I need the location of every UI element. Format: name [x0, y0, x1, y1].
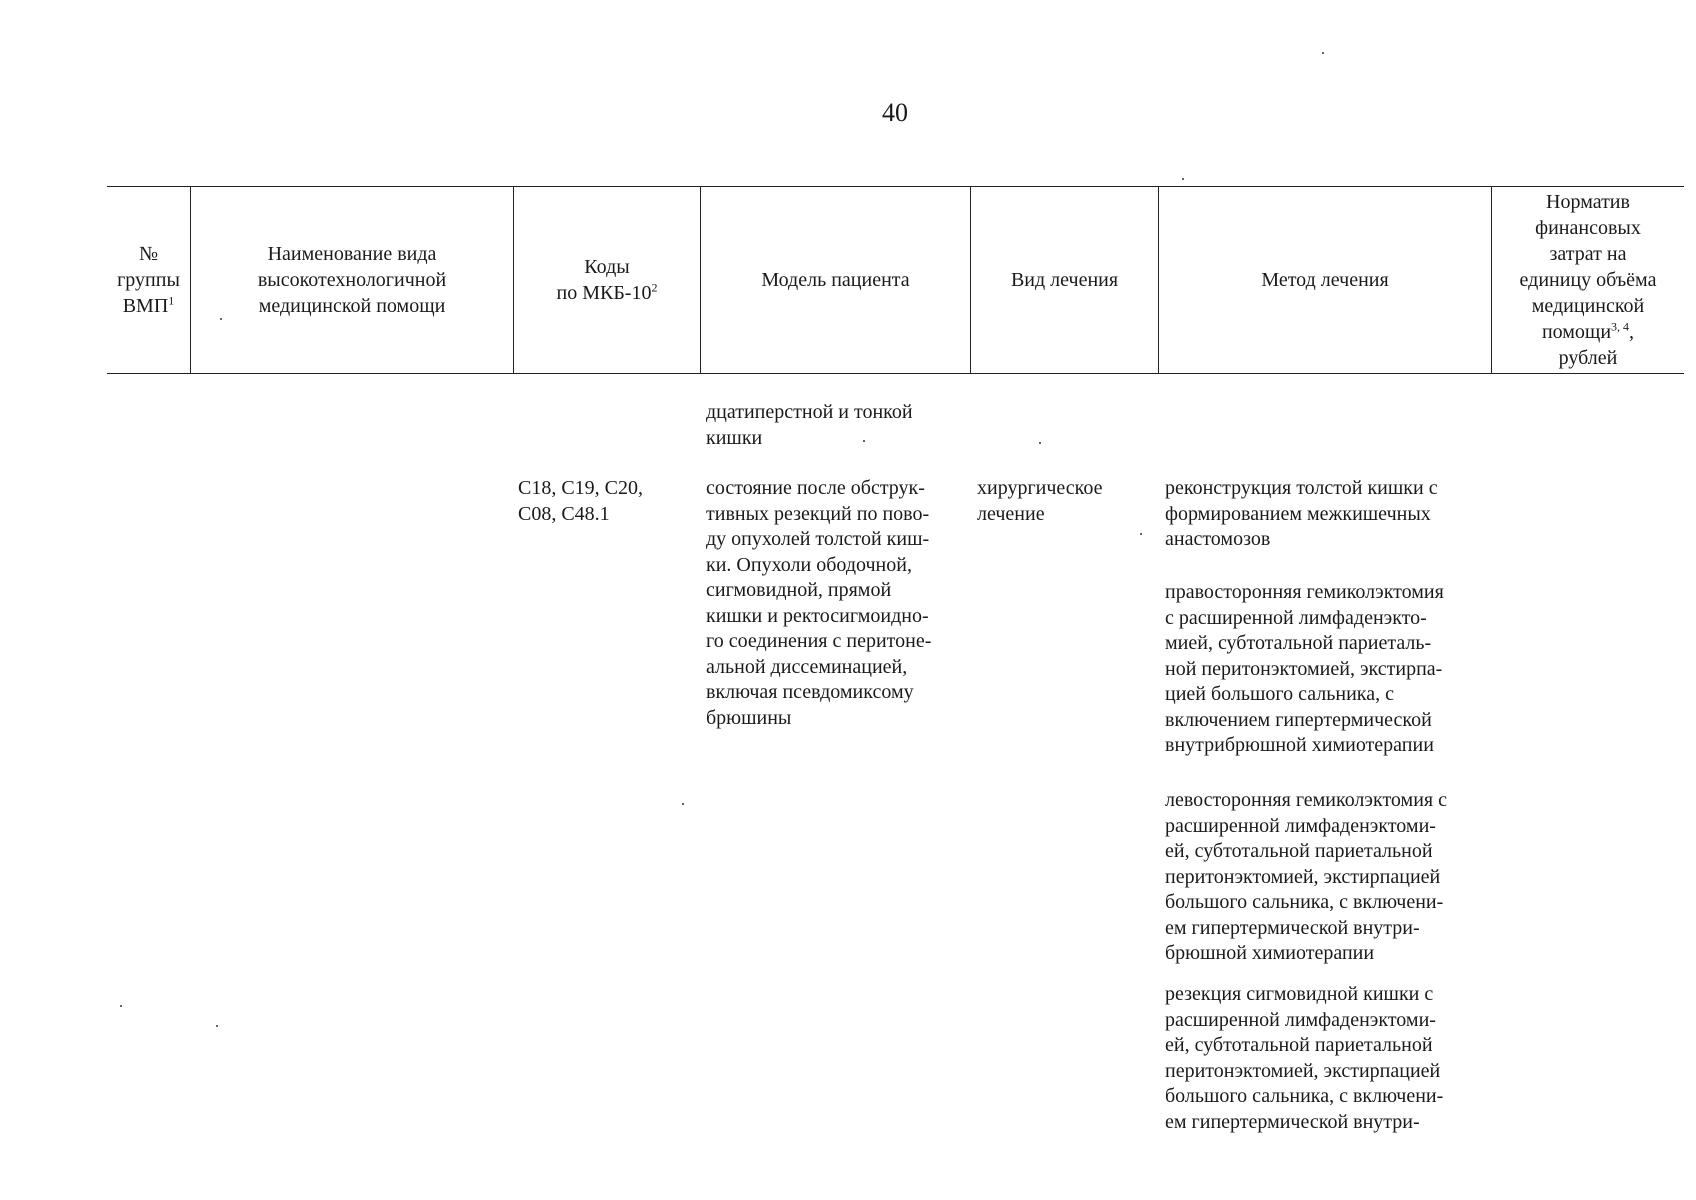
- scan-speck: [1140, 533, 1142, 535]
- scan-speck: [1039, 442, 1041, 444]
- scan-speck: [220, 318, 222, 320]
- treatment-method-item: правосторонняя гемиколэктомия с расширенной лимфаденэкто- мией, субтотальной париеталь- ной перитонэктомией, экстирпа- цией большого сальника, с включением гипертермической внутрибрюшной химиотерапии: [1165, 581, 1444, 756]
- treatment-method-item: левосторонняя гемиколэктомия с расширенной лимфаденэктоми- ей, субтотальной париетальной перитонэктомией, экстирпацией большого сальника, с включени- ем гипертермической внутри- брюшной химиотерапии: [1165, 789, 1447, 964]
- header-icd-codes: Коды по МКБ-$10^2$: [514, 187, 701, 373]
- scan-speck: [863, 440, 865, 442]
- treatment-method-item: реконструкция толстой кишки с формированием межкишечных анастомозов: [1165, 477, 1438, 550]
- treatment-type-cell: хирургическое лечение: [977, 477, 1103, 525]
- header-group-number: № группы ВМП$^1$: [107, 187, 191, 373]
- header-treatment-type: Вид лечения: [971, 187, 1159, 373]
- scan-speck: [1322, 52, 1324, 54]
- vmp-table: [107, 186, 1684, 374]
- scan-speck: [216, 1025, 218, 1027]
- header-patient-model: Модель пациента: [701, 187, 971, 373]
- scan-speck: [682, 803, 684, 805]
- scan-speck: [120, 1005, 122, 1007]
- icd-codes-cell: C18, C19, C20, C08, C48.1: [518, 477, 644, 525]
- header-treatment-method: Метод лечения: [1159, 187, 1492, 373]
- scan-speck: [1182, 178, 1184, 180]
- treatment-method-item: резекция сигмовидной кишки с расширенной лимфаденэктоми- ей, субтотальной париетальной перитонэктомией, экстирпацией большого сальника, с включени- ем гипертермической внутри-: [1165, 983, 1444, 1133]
- header-vmp-name: Наименование вида высокотехнологичной медицинской помощи: [191, 187, 514, 373]
- page-number: 40: [882, 98, 908, 127]
- header-financial-norm: Норматив финансовых затрат на единицу объёма медицинской помощи$^{3, 4}$, рублей: [1519, 191, 1657, 369]
- patient-model-cell: состояние после обструк- тивных резекций по пово- ду опухолей толстой киш- ки. Опухоли ободочной, сигмовидной, прямой кишки и ректосигмоидно- го соединения с перитоне- альной диссеминацией, включая псевдомиксому брюшины: [706, 477, 932, 729]
- table-header-row: [107, 186, 1684, 374]
- patient-model-continuation: дцатиперстной и тонкой кишки: [706, 401, 913, 449]
